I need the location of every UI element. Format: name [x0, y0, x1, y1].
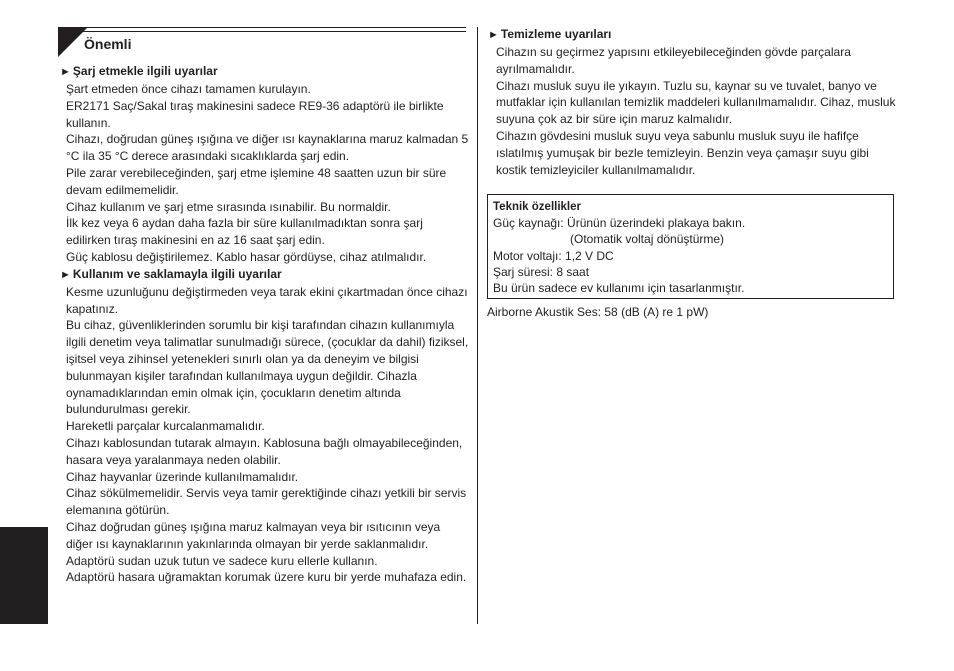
cleaning-warnings-title: ► Temizleme uyarıları: [488, 27, 612, 41]
usage-paragraph: Cihaz sökülmemelidir. Servis veya tamir gerektiğinde cihazı yetkili bir servis elemanına götürün.: [66, 486, 467, 518]
usage-paragraph: Hareketli parçalar kurcalanmamalıdır.: [66, 419, 265, 434]
column-divider: [477, 27, 478, 624]
arrow-right-icon: ►: [60, 268, 71, 281]
acoustic-noise-value: Airborne Akustik Ses: 58 (dB (A) re 1 pW): [487, 305, 709, 319]
section-heading: Önemli: [84, 36, 132, 52]
right-column: [488, 26, 898, 178]
technical-specs-box: [487, 194, 894, 299]
usage-paragraph: Kesme uzunluğunu değiştirmeden veya tarak ekini çıkartmadan önce cihazı kapatınız.: [66, 284, 468, 316]
language-tab-label: Türkçe: [18, 556, 30, 593]
charging-paragraph: Güç kablosu değiştirilemez. Kablo hasar gördüyse, cihaz atılmalıdır.: [66, 249, 427, 264]
usage-paragraph: Cihazı kablosundan tutarak almayın. Kablosuna bağlı olmayabileceğinden, hasara veya yaralanmaya neden olabilir.: [66, 435, 463, 467]
cleaning-paragraph: Cihazın su geçirmez yapısını etkileyebileceğinden gövde parçalara ayrılmamalıdır.: [496, 45, 851, 76]
usage-paragraph: Adaptörü sudan uzuk tutun ve sadece kuru ellerle kullanın.: [66, 553, 378, 568]
charging-paragraph: Cihazı, doğrudan güneş ışığına ve diğer ısı kaynaklarına maruz kalmadan 5 °C ila 35 °C derece arasındaki sıcaklıklarda şarj edin.: [66, 132, 469, 164]
cleaning-paragraph: Cihazın gövdesini musluk suyu veya sabunlu musluk suyu ile hafifçe ıslatılmış yumuşak bir bezle temizleyin. Benzin veya çamaşır suyu gibi kostik temizleyiciler kullanılmamalıdır.: [496, 128, 869, 177]
cleaning-paragraph: Cihazı musluk suyu ile yıkayın. Tuzlu su, kaynar su ve tuvalet, banyo ve mutfaklar için kullanılan temizlik maddeleri kullanılmamalıdır. Cihaz, musluk suyuna çok az bir süre için maruz kalmalıdır.: [496, 78, 896, 127]
arrow-right-icon: ►: [60, 66, 71, 78]
charging-paragraph: Şart etmeden önce cihazı tamamen kurulayın.: [66, 82, 311, 96]
spec-charge-time: Şarj süresi: 8 saat: [493, 264, 590, 279]
usage-paragraph: Cihaz doğrudan güneş ışığına maruz kalmayan veya bir ısıtıcının veya diğer ısı kaynaklarının yakınlarında olmayan bir yerde saklanmalıdır.: [66, 519, 441, 551]
left-column: [60, 63, 470, 586]
usage-paragraph: Cihaz hayvanlar üzerinde kullanılmamalıdır.: [66, 469, 299, 484]
spec-power-note: (Otomatik voltaj dönüştürme): [570, 232, 725, 247]
spec-motor-voltage: Motor voltajı: 1,2 V DC: [493, 248, 614, 263]
usage-storage-warnings-title: ► Kullanım ve saklamayla ilgili uyarılar: [60, 266, 282, 281]
arrow-right-icon: ►: [488, 29, 499, 41]
spec-power-source: Güç kaynağı: Ürünün üzerindeki plakaya bakın.: [493, 216, 746, 230]
header-rule-bottom: [58, 31, 466, 32]
specs-title: Teknik özellikler: [493, 201, 581, 213]
charging-warnings-title: ► Şarj etmekle ilgili uyarılar: [60, 64, 218, 78]
charging-paragraph: Cihaz kullanım ve şarj etme sırasında ısınabilir. Bu normaldir.: [66, 199, 391, 214]
usage-paragraph: Adaptörü hasara uğramaktan korumak üzere kuru bir yerde muhafaza edin.: [66, 570, 467, 585]
charging-paragraph: İlk kez veya 6 aydan daha fazla bir süre kullanılmadıktan sonra şarj edilirken tıraş makinesini en az 16 saat şarj edin.: [66, 216, 423, 248]
usage-paragraph: Bu cihaz, güvenliklerinden sorumlu bir kişi tarafından cihazın kullanımıyla ilgili denetim veya talimatlar sunulmadığı sürece, (çocuklar da dahil) fiziksel, işitsel veya zihinsel yetenekleri sınırlı olan ya da deneyim ve bilgisi bulunmayan kişiler tarafından kullanılmaya uygun değildir. Cihazla oynamadıklarından emin olmak için, çocukların denetim altında bulundurulması gerekir.: [66, 318, 469, 417]
charging-paragraph: ER2171 Saç/Sakal tıraş makinesini sadece RE9-36 adaptörü ile birlikte kullanın.: [66, 98, 444, 130]
spec-home-use: Bu ürün sadece ev kullanımı için tasarlanmıştır.: [493, 281, 745, 296]
header-rule-top: [58, 27, 466, 28]
charging-paragraph: Pile zarar verebileceğinden, şarj etme işlemine 48 saatten uzun bir süre devam edilmemelidir.: [66, 165, 447, 197]
